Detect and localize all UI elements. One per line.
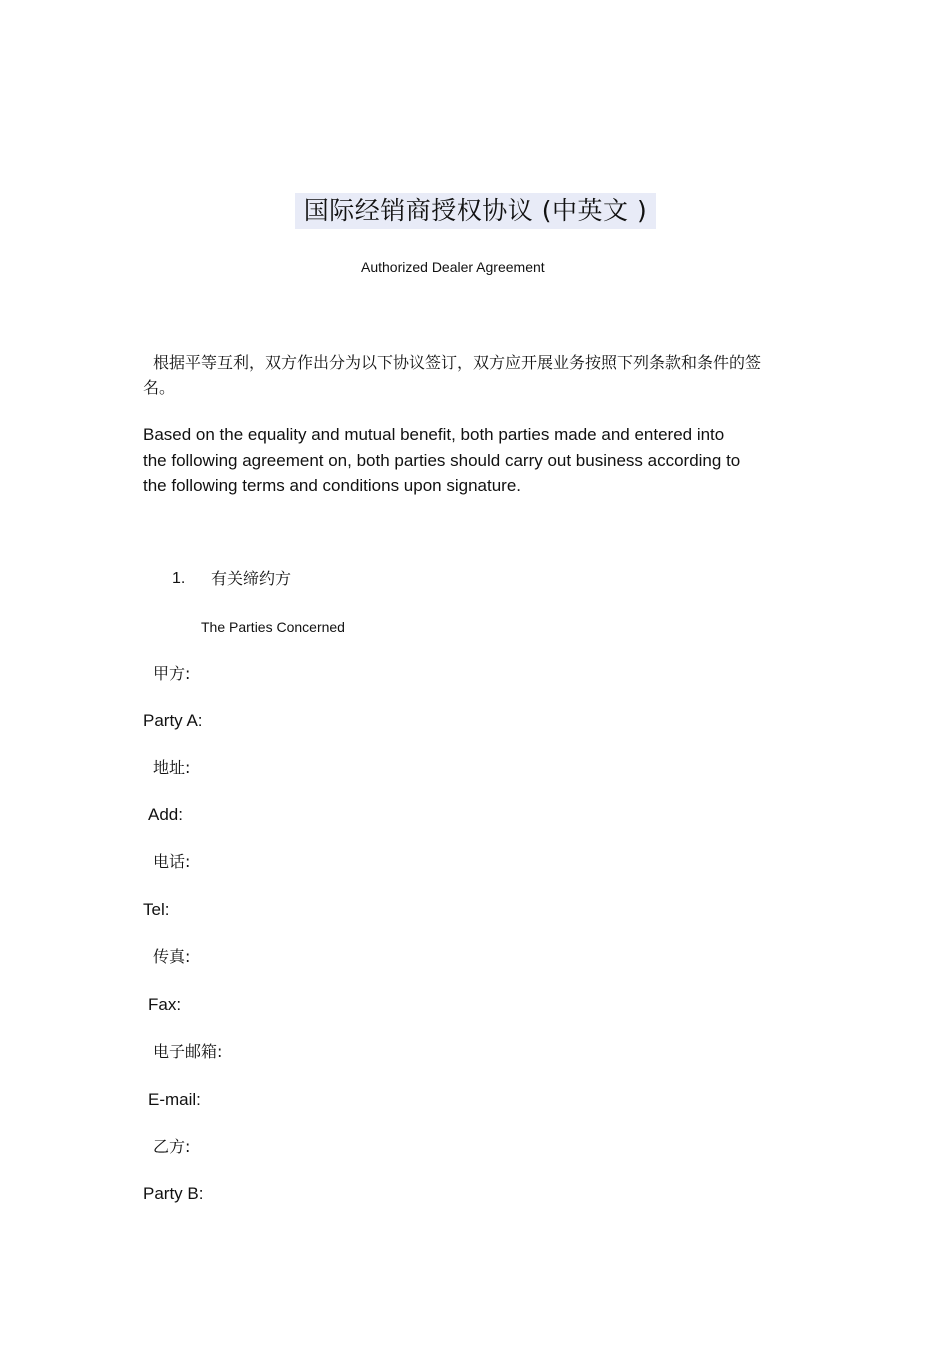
intro-paragraph-cn: 根据平等互利，双方作出分为以下协议签订，双方应开展业务按照下列条款和条件的签名。 bbox=[143, 353, 762, 397]
section-title-en: The Parties Concerned bbox=[201, 619, 345, 635]
tel-label-en: Tel: bbox=[143, 900, 170, 919]
tel-label-cn: 电话: bbox=[153, 852, 191, 871]
party-a-label-cn: 甲方: bbox=[153, 664, 191, 683]
email-label-cn: 电子邮箱: bbox=[153, 1042, 223, 1061]
party-a-label-en: Party A: bbox=[143, 711, 203, 730]
section-number: 1. bbox=[172, 570, 186, 587]
party-b-label-cn: 乙方: bbox=[153, 1137, 191, 1156]
fax-label-cn: 传真: bbox=[153, 947, 191, 966]
fax-label-en: Fax: bbox=[148, 995, 182, 1014]
document-subtitle: Authorized Dealer Agreement bbox=[361, 259, 545, 275]
address-label-cn: 地址: bbox=[153, 758, 191, 777]
address-label-en: Add: bbox=[148, 805, 183, 824]
intro-paragraph-en: Based on the equality and mutual benefit, both parties made and entered into the following agreement on, both parties should carry out business according to the following terms and conditions upon signature. bbox=[143, 425, 741, 495]
section-title-cn: 有关缔约方 bbox=[211, 569, 292, 588]
document-title: 国际经销商授权协议 (中英文 ) bbox=[295, 193, 656, 229]
party-b-label-en: Party B: bbox=[143, 1184, 204, 1203]
email-label-en: E-mail: bbox=[148, 1090, 201, 1109]
